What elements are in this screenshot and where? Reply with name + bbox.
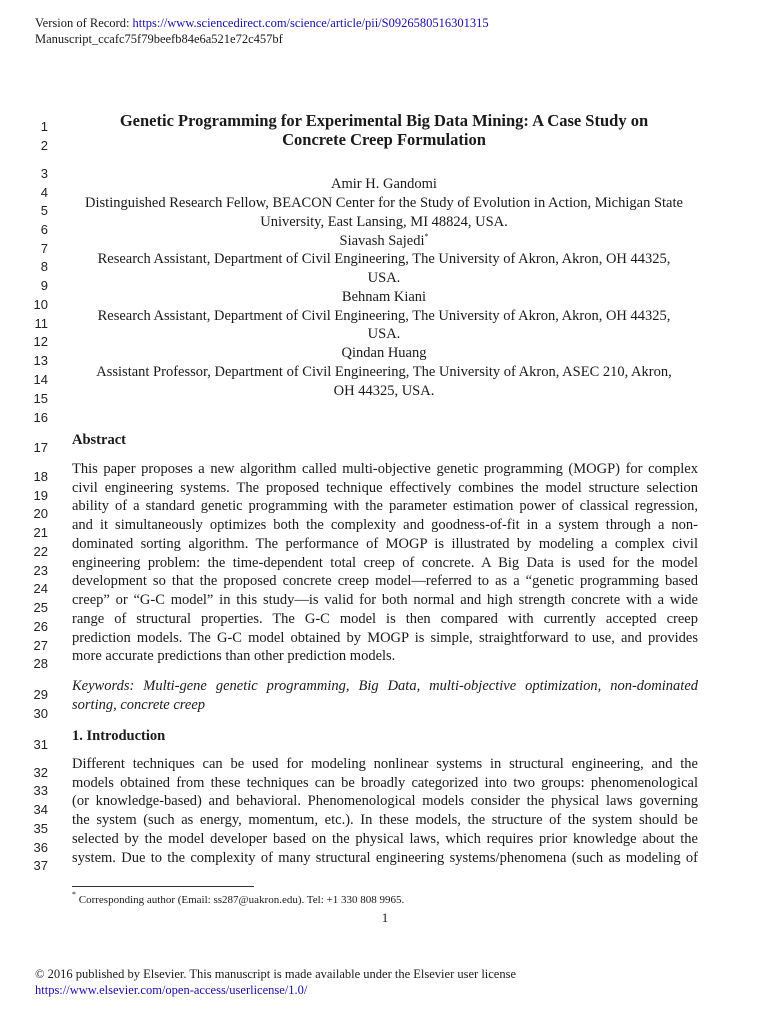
line-number: 1 bbox=[40, 119, 48, 134]
corresponding-mark: * bbox=[424, 232, 429, 241]
footnote-mark: * bbox=[72, 890, 76, 899]
intro-line: Different techniques can be used for modeling nonlinear systems in structural engineering, and the bbox=[72, 756, 698, 772]
line-number: 22 bbox=[33, 544, 48, 559]
keywords-line: sorting, concrete creep bbox=[72, 697, 206, 713]
line-number: 6 bbox=[40, 222, 48, 237]
abstract-line: dominated sorting algorithm. The performance of MOGP is illustrated by modeling a complex civil bbox=[72, 536, 698, 552]
author-affiliation: OH 44325, USA. bbox=[333, 383, 435, 399]
license-text: © 2016 published by Elsevier. This manuscript is made available under the Elsevier user license bbox=[35, 967, 517, 981]
author-affiliation: Research Assistant, Department of Civil Engineering, The University of Akron, Akron, OH 44325, bbox=[97, 308, 671, 324]
footnote bbox=[72, 890, 405, 906]
manuscript-id: Manuscript_ccafc75f79beefb84e6a521e72c457bf bbox=[35, 32, 283, 46]
abstract-line: range of structural properties. The G-C model is then compared with currently accepted creep bbox=[72, 611, 698, 627]
intro-line: selected by the model developer based on the physical laws, which requires prior knowledge about the bbox=[72, 831, 698, 847]
version-link[interactable]: https://www.sciencedirect.com/science/article/pii/S0926580516301315 bbox=[132, 16, 489, 30]
line-number: 4 bbox=[40, 185, 48, 200]
abstract-heading: Abstract bbox=[72, 432, 126, 448]
keywords-line: Keywords: Multi-gene genetic programming, Big Data, multi-objective optimization, non-dominated bbox=[72, 678, 698, 694]
line-number: 12 bbox=[33, 334, 48, 349]
line-number: 31 bbox=[33, 737, 48, 752]
line-number: 9 bbox=[40, 278, 48, 293]
line-number: 2 bbox=[40, 138, 48, 153]
intro-line: (or knowledge-based) and behavioral. Phenomenological models consider the physical laws governing bbox=[72, 793, 698, 809]
version-of-record bbox=[35, 16, 489, 31]
line-number: 20 bbox=[33, 506, 48, 521]
line-number: 21 bbox=[33, 525, 48, 540]
line-number: 26 bbox=[33, 619, 48, 634]
line-number: 11 bbox=[34, 316, 48, 331]
line-number: 16 bbox=[33, 410, 48, 425]
line-number: 14 bbox=[33, 372, 48, 387]
line-number: 5 bbox=[40, 203, 48, 218]
line-number: 27 bbox=[33, 638, 48, 653]
author-name: Amir H. Gandomi bbox=[331, 176, 437, 192]
abstract-line: ability of a standard genetic programming with the parameter estimation power of classical regression, bbox=[72, 498, 698, 514]
author-affiliation: University, East Lansing, MI 48824, USA. bbox=[260, 214, 508, 230]
line-number: 13 bbox=[33, 353, 48, 368]
line-number: 23 bbox=[33, 563, 48, 578]
author-name: Behnam Kiani bbox=[341, 289, 427, 305]
line-number: 29 bbox=[33, 687, 48, 702]
line-number: 37 bbox=[33, 858, 48, 873]
line-number: 3 bbox=[40, 166, 48, 181]
abstract-line: engineering problem: the time-dependent total creep of concrete. A Big Data is used for the model bbox=[72, 555, 698, 571]
paper-title-line-1: Genetic Programming for Experimental Big Data Mining: A Case Study on bbox=[119, 111, 649, 130]
author-name: Qindan Huang bbox=[341, 345, 427, 361]
author-name: Siavash Sajedi* bbox=[339, 232, 429, 249]
line-number: 8 bbox=[40, 259, 48, 274]
author-affiliation: USA. bbox=[367, 270, 401, 286]
line-number: 32 bbox=[33, 765, 48, 780]
footnote-text: Corresponding author (Email: ss287@uakron.edu). Tel: +1 330 808 9965. bbox=[76, 894, 405, 906]
abstract-line: creep” or “G-C model” in this study—is valid for both normal and high strength concrete with a wide bbox=[72, 592, 698, 608]
license-link-wrap bbox=[35, 983, 307, 998]
license-link[interactable]: https://www.elsevier.com/open-access/userlicense/1.0/ bbox=[35, 983, 308, 997]
abstract-line: prediction models. The G-C model obtained by MOGP is simple, straightforward to use, and provides bbox=[72, 630, 698, 646]
author-affiliation: Distinguished Research Fellow, BEACON Center for the Study of Evolution in Action, Michigan State bbox=[85, 195, 683, 211]
abstract-line: development so that the proposed concrete creep model—referred to as a “genetic programming based bbox=[72, 573, 698, 589]
intro-line: models obtained from these techniques can be broadly categorized into two groups: phenomenological bbox=[72, 775, 698, 791]
line-number: 25 bbox=[33, 600, 48, 615]
line-number: 33 bbox=[33, 783, 48, 798]
abstract-line: more accurate predictions than other prediction models. bbox=[72, 648, 396, 664]
page-number: 1 bbox=[381, 910, 389, 925]
section-heading-introduction: 1. Introduction bbox=[72, 728, 166, 744]
line-number: 17 bbox=[33, 440, 48, 455]
version-label: Version of Record: bbox=[35, 16, 133, 30]
line-number: 19 bbox=[33, 488, 48, 503]
author-affiliation: Research Assistant, Department of Civil Engineering, The University of Akron, Akron, OH 44325, bbox=[97, 251, 671, 267]
intro-line: the system (such as energy, momentum, etc.). In these models, the structure of the system should be bbox=[72, 812, 698, 828]
paper-title-line-2: Concrete Creep Formulation bbox=[282, 130, 486, 149]
intro-line: system. Due to the complexity of many structural engineering systems/phenomena (such as modeling of bbox=[72, 850, 698, 866]
abstract-line: and it simultaneously optimizes both the complexity and goodness-of-fit in a system through a non- bbox=[72, 517, 698, 533]
line-number: 18 bbox=[33, 469, 48, 484]
line-number: 7 bbox=[40, 241, 48, 256]
author-affiliation: USA. bbox=[367, 326, 401, 342]
line-number: 30 bbox=[33, 706, 48, 721]
footnote-rule bbox=[72, 886, 254, 887]
abstract-line: civil engineering systems. The proposed technique effectively combines the model structure selection bbox=[72, 480, 698, 496]
line-number: 36 bbox=[33, 840, 48, 855]
line-number: 15 bbox=[33, 391, 48, 406]
line-number: 34 bbox=[33, 802, 48, 817]
line-number: 10 bbox=[33, 297, 48, 312]
line-number: 28 bbox=[33, 656, 48, 671]
line-number: 35 bbox=[33, 821, 48, 836]
abstract-line: This paper proposes a new algorithm called multi-objective genetic programming (MOGP) for complex bbox=[72, 461, 698, 477]
line-number: 24 bbox=[33, 581, 48, 596]
author-affiliation: Assistant Professor, Department of Civil Engineering, The University of Akron, ASEC 210, Akron, bbox=[96, 364, 672, 380]
